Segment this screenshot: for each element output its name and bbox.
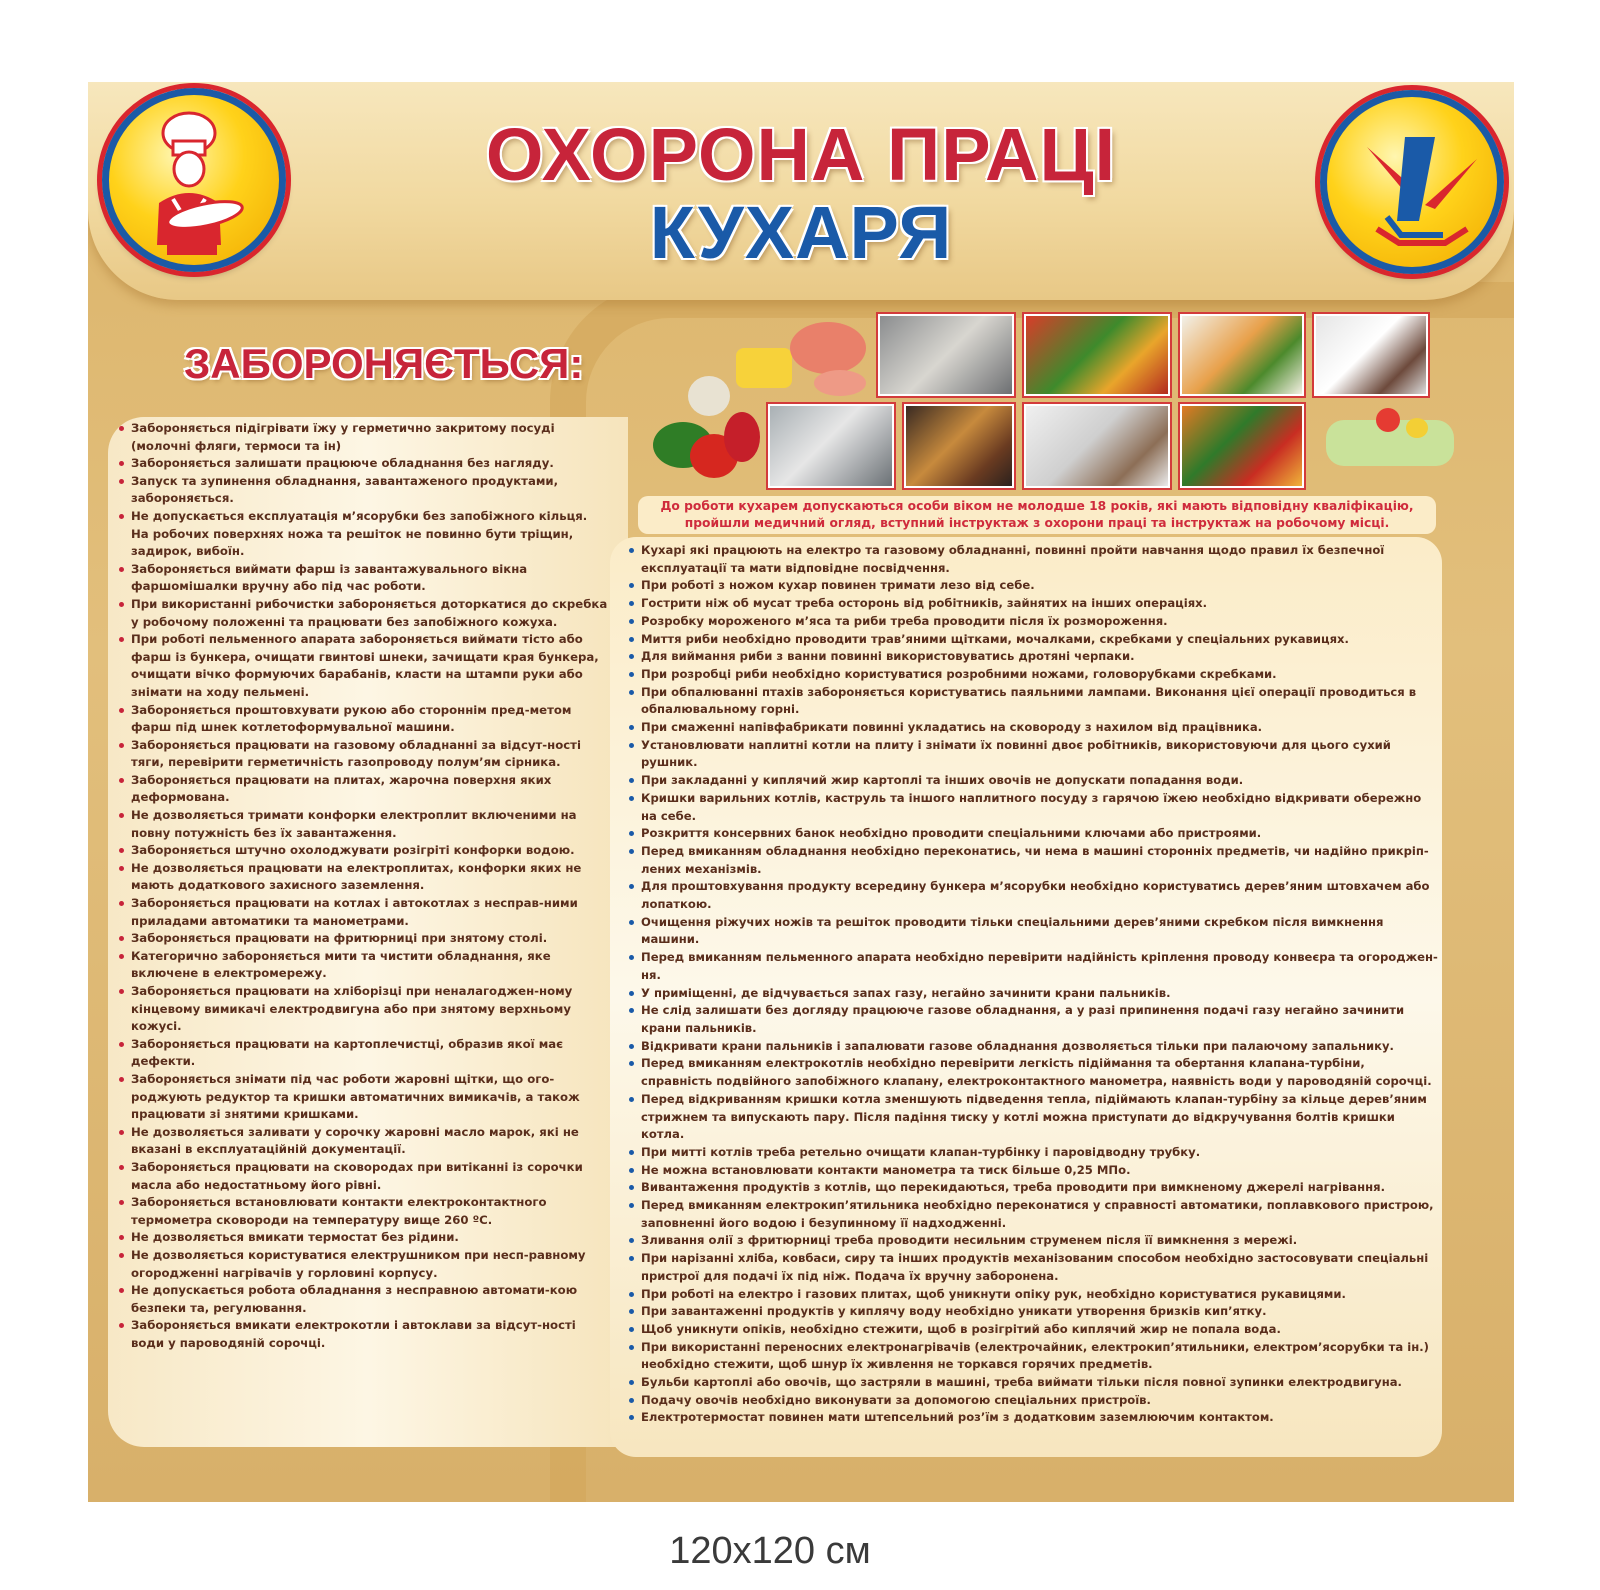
safety-rule-item: При митті котлів треба ретельно очищати клапан-турбінку і паровідводну трубку. — [628, 1144, 1440, 1162]
prohibition-item: При роботі пельменного апарата забороняється виймати тісто або фарш із бункера, очищати гвинтові шнеки, зачищати края бункера, очищати вічко формуючих барабанів, класти на штампи руки або знімати на ходу пельмені. — [118, 631, 608, 701]
prohibition-item: Забороняється встановлювати контакти електроконтактного термометра сковороди на температуру вище 260 ºС. — [118, 1194, 608, 1229]
safety-rule-item: Миття риби необхідно проводити трав’яними щітками, мочалками, скребками у спеціальних рукавицях. — [628, 631, 1440, 649]
safety-rule-item: Розробку мороженого м’яса та риби треба проводити після їх розмороження. — [628, 613, 1440, 631]
radish-icon — [1376, 408, 1400, 432]
safety-rule-item: Подачу овочів необхідно виконувати за допомогою спеціальних пристроїв. — [628, 1392, 1440, 1410]
title-line-2: КУХАРЯ — [649, 191, 953, 274]
safety-rule-item: Гострити ніж об мусат треба осторонь від робітників, зайнятих на інших операціях. — [628, 595, 1440, 613]
prohibition-item: Забороняється працювати на фритюрниці при знятому столі. — [118, 930, 608, 948]
sausage-slice-icon — [814, 370, 866, 396]
prohibitions-list — [118, 420, 608, 1352]
prohibition-item: Забороняється працювати на котлах і автокотлах з несправ-ними приладами автоматики та манометрами. — [118, 895, 608, 930]
prohibition-item: Забороняється підігрівати їжу у герметично закритому посуді (молочні фляги, термоси та ін) — [118, 420, 608, 455]
safety-rule-item: Для виймання риби з ванни повинні використовуватись дротяні черпаки. — [628, 648, 1440, 666]
safety-rule-item: Установлювати наплитні котли на плиту і знімати їх повинні двоє робітників, використовуючи для цього сухий рушник. — [628, 737, 1440, 772]
safety-rule-item: Перед відкриванням кришки котла зменшують підведення тепла, підіймають клапан-турбіну за кільце дерев’яним стрижнем та випускають пару. Після падіння тиску у котлі можна приступати до відкручування болтів кришки котла. — [628, 1091, 1440, 1144]
prohibition-item: Забороняється штучно охолоджувати розігріті конфорки водою. — [118, 842, 608, 860]
safety-rule-item: Перед вмиканням обладнання необхідно переконатись, чи нема в машині сторонніх предметів, чи надійно прикріп-лених механізмів. — [628, 843, 1440, 878]
prohibition-item: Не дозволяється працювати на електроплитах, конфорки яких не мають додаткового захисного заземлення. — [118, 860, 608, 895]
safety-rule-item: Кришки варильних котлів, каструль та іншого наплитного посуду з гарячою їжею необхідно відкривати обережно на себе. — [628, 790, 1440, 825]
photo-plated-dish — [1180, 314, 1304, 396]
prohibition-item: Не дозволяється вмикати термостат без рідини. — [118, 1229, 608, 1247]
prohibition-item: Забороняється залишати працююче обладнання без нагляду. — [118, 455, 608, 473]
safety-rule-item: При використанні переносних електронагрівачів (електрочайник, електрокип’ятильники, електром’ясорубки та ін.) необхідно стежити, щоб шнур їх живлення не торкався горячих предметів. — [628, 1339, 1440, 1374]
prohibition-item: Не дозволяється тримати конфорки електроплит включеними на повну потужність без їх завантаження. — [118, 807, 608, 842]
photo-kitchen-equipment — [768, 404, 894, 488]
safety-rule-item: При закладанні у киплячий жир картоплі та інших овочів не допускати попадання води. — [628, 772, 1440, 790]
safety-rule-item: Не можна встановлювати контакти манометра та тиск більше 0,25 МПо. — [628, 1162, 1440, 1180]
prohibition-item: Забороняється виймати фарш із завантажувального вікна фаршомішалки вручну або під час роботи. — [118, 561, 608, 596]
safety-rule-item: Електротермостат повинен мати штепсельний роз’їм з додатковим заземлюючим контактом. — [628, 1409, 1440, 1427]
prohibition-item: Не дозволяється заливати у сорочку жаровні масло марок, які не вказані в експлуатаційній документації. — [118, 1124, 608, 1159]
admission-notice: До роботи кухарем допускаються особи віком не молодше 18 років, які мають відповідну кваліфікацію, пройшли медичний огляд, вступний інструктаж з охорони праці та інструктаж на робочому місці. — [638, 496, 1436, 534]
prohibition-item: Не дозволяється користуватися електрушником при несп-равному огородженні нагрівачів у горловині корпусу. — [118, 1247, 608, 1282]
safety-rule-item: Перед вмиканням пельменного апарата необхідно перевірити надійність кріплення проводу конвеєра та огороджен-ня. — [628, 949, 1440, 984]
photo-fresh-produce — [1180, 404, 1304, 488]
safety-rule-item: Зливання олії з фритюрниці треба проводити несильним струменем після її вимкнення з мережі. — [628, 1232, 1440, 1250]
photo-chef-plating — [1314, 314, 1428, 396]
prohibition-item: Забороняється вмикати електрокотли і автоклави за відсут-ності води у пароводяній сорочці. — [118, 1317, 608, 1352]
prohibition-item: Не допускається робота обладнання з несправною автомати-кою безпеки та, регулювання. — [118, 1282, 608, 1317]
cheese-icon — [736, 348, 792, 388]
poster-board — [88, 82, 1514, 1502]
safety-rule-item: Перед вмиканням електрокотлів необхідно перевірити легкість підіймання та обертання клапана-турбіни, справність подвійного запобіжного клапану, електроконтактного манометра, наявність води у пароводяній сорочці. — [628, 1055, 1440, 1090]
lemon-icon — [1406, 418, 1428, 438]
photo-vegetables — [1024, 314, 1170, 396]
prohibition-item: При використанні рибочистки забороняється доторкатися до скребка у робочому положенні та працювати без запобіжного кожуха. — [118, 596, 608, 631]
size-caption: 120х120 см — [669, 1530, 871, 1572]
prohibition-item: Забороняється працювати на картоплечистці, образив якої має дефекти. — [118, 1036, 608, 1071]
safety-rule-item: При роботі з ножом кухар повинен тримати лезо від себе. — [628, 577, 1440, 595]
safety-rule-item: При завантаженні продуктів у киплячу воду необхідно уникати утворення бризків кип’ятку. — [628, 1303, 1440, 1321]
safety-rule-item: При нарізанні хліба, ковбаси, сиру та інших продуктів механізованим способом необхідно застосовувати спеціальні пристрої для подачі їх під ніж. Подача їх вручну заборонена. — [628, 1250, 1440, 1285]
prohibition-item: Забороняється працювати на газовому обладнанні за відсут-ності тяги, перевірити герметичність газопроводу полум’ям сірника. — [118, 737, 608, 772]
prohibition-item: Забороняється працювати на сковородах при витіканні із сорочки масла або недостатньому його рівні. — [118, 1159, 608, 1194]
photo-kitchen-staff — [878, 314, 1014, 396]
safety-rule-item: При розробці риби необхідно користуватися розробними ножами, головорубками скребками. — [628, 666, 1440, 684]
prohibition-item: Не допускається експлуатація м’ясорубки без запобіжного кільця. На робочих поверхнях ножа та решіток не повинно бути тріщин, задирок, вибоїн. — [118, 508, 608, 561]
labor-safety-emblem-icon — [1320, 90, 1504, 274]
safety-rule-item: Не слід залишати без догляду працююче газове обладнання, а у разі припинення подачі газу негайно зачинити крани пальників. — [628, 1002, 1440, 1037]
garlic-icon — [688, 376, 730, 416]
prohibition-item: Забороняється знімати під час роботи жаровні щітки, що ого-роджують редуктор та кришки автоматичних вимикачів, а також працювати зі знятими кришками. — [118, 1071, 608, 1124]
safety-rule-item: Вивантаження продуктів з котлів, що перекидаються, треба проводити при вимкненому джерелі нагрівання. — [628, 1179, 1440, 1197]
prohibited-heading: ЗАБОРОНЯЄТЬСЯ: — [184, 340, 584, 387]
pepper-icon — [724, 412, 760, 462]
prohibition-item: Категорично забороняється мити та чистити обладнання, яке включене в електромережу. — [118, 948, 608, 983]
prohibition-item: Забороняється працювати на хліборізці при неналагоджен-ному кінцевому вимикачі електродвигуна або при знятому верхньому кожусі. — [118, 983, 608, 1036]
safety-rule-item: Перед вмиканням електрокип’ятильника необхідно переконатися у справності автоматики, поплавкового пристрою, заповненні його водою і безупинному її надходженні. — [628, 1197, 1440, 1232]
ham-icon — [790, 322, 866, 374]
safety-rule-item: Бульби картоплі або овочів, що застряли в машині, треба виймати тільки після повної зупинки електродвигуна. — [628, 1374, 1440, 1392]
safety-rule-item: Кухарі які працюють на електро та газовому обладнанні, повинні пройти навчання щодо правил їх безпечної експлуатації та мати відповідне посвідчення. — [628, 542, 1440, 577]
safety-rule-item: Відкривати крани пальників і запалювати газове обладнання дозволяється тільки при палаючому запальнику. — [628, 1038, 1440, 1056]
safety-rule-item: При обпалюванні птахів забороняється користуватись паяльними лампами. Виконання цієї операції проводиться в обпалювальному горні. — [628, 684, 1440, 719]
safety-rules-list — [628, 542, 1440, 1427]
photo-chefs-cooking — [1024, 404, 1170, 488]
prohibition-item: Запуск та зупинення обладнання, завантаженого продуктами, забороняється. — [118, 473, 608, 508]
safety-rule-item: Розкриття консервних банок необхідно проводити спеціальними ключами або пристроями. — [628, 825, 1440, 843]
safety-rule-item: При смаженні напівфабрикати повинні укладатись на сковороду з нахилом від працівника. — [628, 719, 1440, 737]
safety-rule-item: При роботі на електро і газових плитах, щоб уникнути опіку рук, необхідно користуватися рукавицями. — [628, 1286, 1440, 1304]
safety-rule-item: Очищення ріжучих ножів та решіток проводити тільки спеціальними дерев’яними скребком після вимкнення машини. — [628, 914, 1440, 949]
safety-rule-item: У приміщенні, де відчувається запах газу, негайно зачинити крани пальників. — [628, 985, 1440, 1003]
safety-rule-item: Для проштовхування продукту всередину бункера м’ясорубки необхідно користуватись дерев’яним штовхачем або лопаткою. — [628, 878, 1440, 913]
safety-rule-item: Щоб уникнути опіків, необхідно стежити, щоб в розігрітий або киплячий жир не попала вода. — [628, 1321, 1440, 1339]
header-band — [88, 82, 1514, 300]
photo-roasted-food — [904, 404, 1014, 488]
prohibition-item: Забороняється проштовхувати рукою або стороннім пред-метом фарш під шнек котлетоформувальної машини. — [118, 702, 608, 737]
prohibition-item: Забороняється працювати на плитах, жарочна поверхня яких деформована. — [118, 772, 608, 807]
title-line-1: ОХОРОНА ПРАЦІ — [485, 113, 1117, 196]
